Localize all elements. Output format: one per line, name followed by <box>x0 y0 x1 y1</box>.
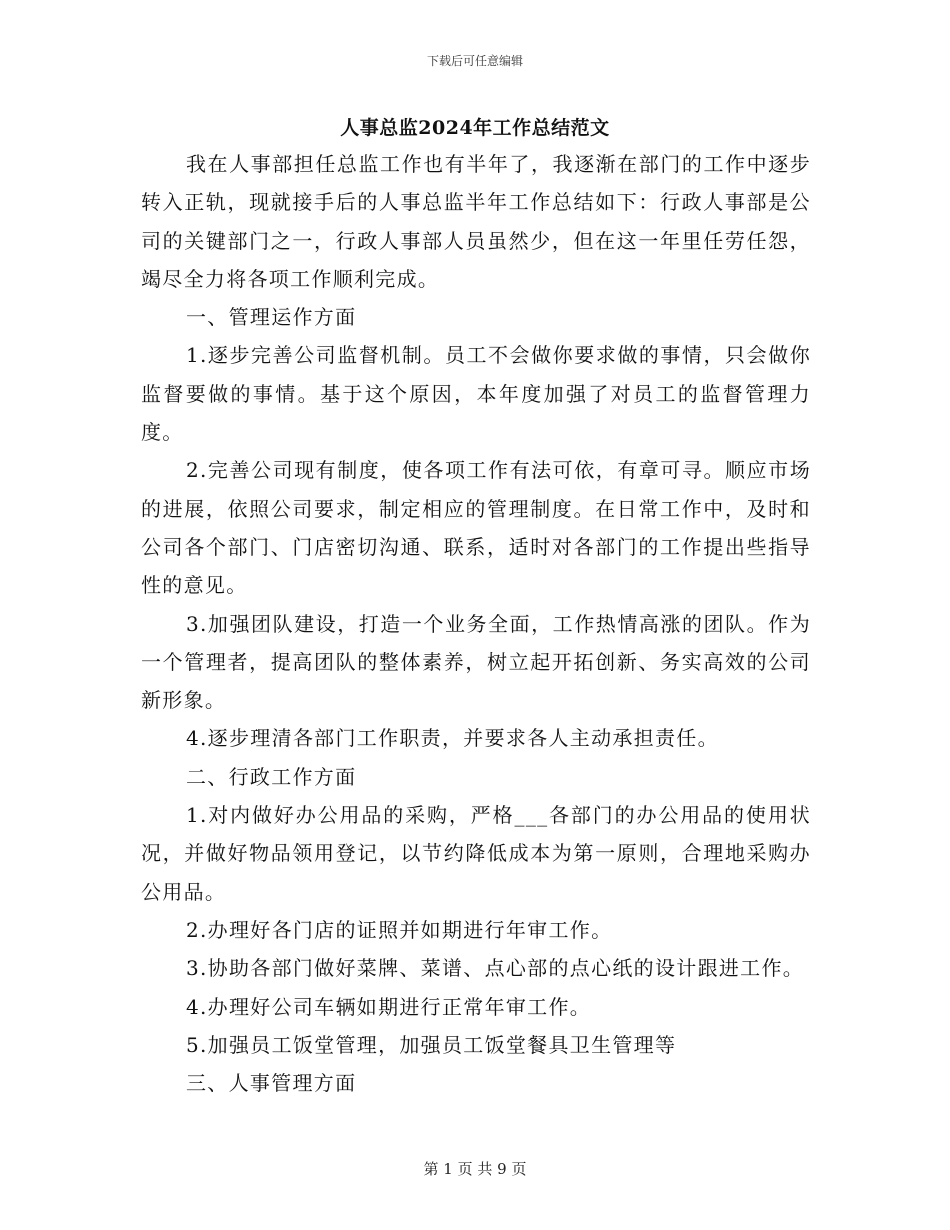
paragraph-intro: 我在人事部担任总监工作也有半年了，我逐渐在部门的工作中逐步转入正轨，现就接手后的人事总监半年工作总结如下：行政人事部是公司的关键部门之一，行政人事部人员虽然少，但在这一年里任劳任怨，竭尽全力将各项工作顺利完成。 <box>141 152 811 291</box>
paragraph-management-2: 2.完善公司现有制度，使各项工作有法可依，有章可寻。顺应市场的进展，依照公司要求，制定相应的管理制度。在日常工作中，及时和公司各个部门、门店密切沟通、联系，适时对各部门的工作提出些指导性的意见。 <box>141 458 811 598</box>
page-number: 第 1 页 共 9 页 <box>423 1160 527 1178</box>
paragraph-administration-5: 5.加强员工饭堂管理，加强员工饭堂餐具卫生管理等 <box>186 1032 677 1057</box>
paragraph-management-1: 1.逐步完善公司监督机制。员工不会做你要求做的事情，只会做你监督要做的事情。基于这个原因，本年度加强了对员工的监督管理力度。 <box>141 343 811 445</box>
page-header-note: 下载后可任意编辑 <box>426 54 523 68</box>
paragraph-administration-1: 1.对内做好办公用品的采购，严格___各部门的办公用品的使用状况，并做好物品领用登记，以节约降低成本为第一原则，合理地采购办公用品。 <box>141 803 811 904</box>
paragraph-management-4: 4.逐步理清各部门工作职责，并要求各人主动承担责任。 <box>186 726 719 751</box>
paragraph-management-3: 3.加强团队建设，打造一个业务全面，工作热情高涨的团队。作为一个管理者，提高团队的整体素养，树立起开拓创新、务实高效的公司新形象。 <box>141 611 811 713</box>
section-heading-management: 一、管理运作方面 <box>186 305 357 330</box>
section-heading-administration: 二、行政工作方面 <box>186 764 357 789</box>
paragraph-administration-2: 2.办理好各门店的证照并如期进行年审工作。 <box>186 917 613 942</box>
paragraph-administration-3: 3.协助各部门做好菜牌、菜谱、点心部的点心纸的设计跟进工作。 <box>186 956 805 981</box>
paragraph-administration-4: 4.办理好公司车辆如期进行正常年审工作。 <box>186 994 592 1019</box>
section-heading-personnel: 三、人事管理方面 <box>186 1071 357 1096</box>
document-body <box>141 145 811 1102</box>
document-title: 人事总监2024年工作总结范文 <box>340 117 610 139</box>
